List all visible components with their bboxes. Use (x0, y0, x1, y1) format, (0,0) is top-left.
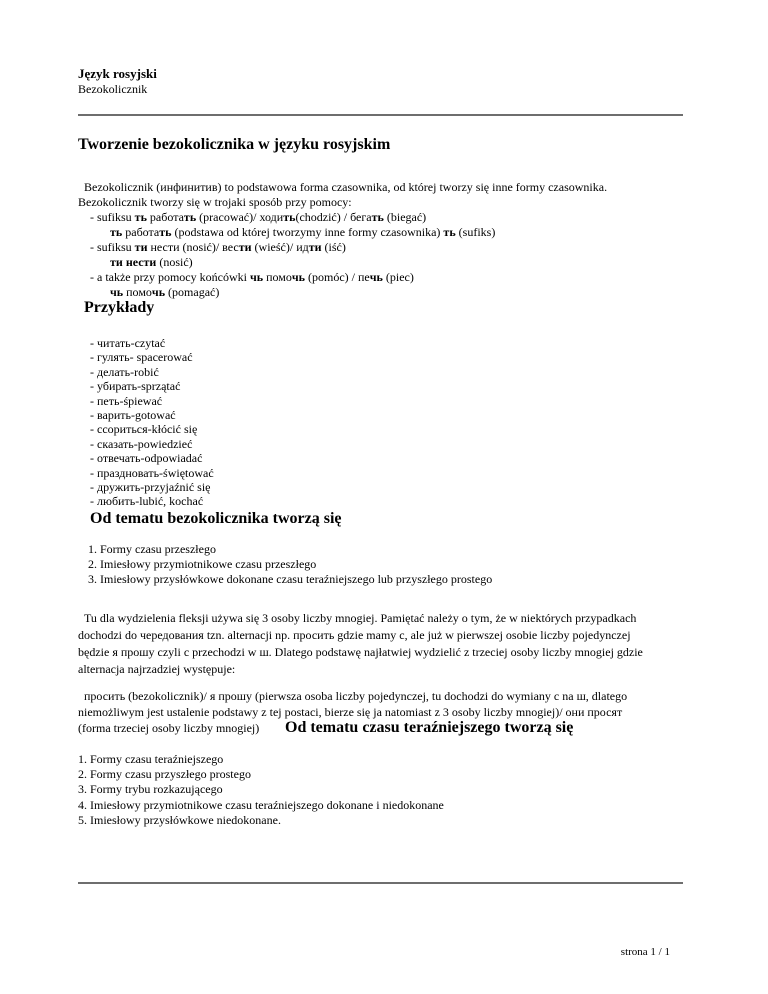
list-item: 4. Imiesłowy przymiotnikowe czasu teraźniejszego dokonane i niedokonane (78, 797, 444, 812)
list-item: - любить-lubić, kochać (90, 494, 204, 509)
example-paragraph-line: (forma trzeciej osoby liczby mnogiej) (78, 721, 260, 735)
paragraph-line: alternacja najrzadziej występuje: (78, 662, 236, 676)
list-item: - праздновать-świętować (90, 465, 214, 480)
infinitive-stem-list (88, 542, 492, 588)
intro-line-2: Bezokolicznik tworzy się w trojaki sposób przy pomocy: (78, 195, 352, 209)
paragraph-line: Tu dla wydzielenia fleksji używa się 3 osoby liczby mnogiej. Pamiętać należy o tym, że w niektórych przypadkach (84, 611, 637, 625)
section-title-formation: Tworzenie bezokolicznika w języku rosyjskim (78, 136, 391, 153)
examples-list (90, 336, 214, 509)
example-paragraph-line: просить (bezokolicznik)/ я прошу (pierwsza osoba liczby pojedynczej, tu dochodzi do wymiany с na ш, dlatego (84, 689, 628, 703)
example-paragraph-line: niemożliwym jest ustalenie podstawy z tej postaci, bierze się ja natomiast z 3 osoby liczby mnogiej)/ они просят (78, 705, 623, 719)
section-title-present-stem: Od tematu czasu teraźniejszego tworzą się (285, 719, 574, 736)
section-title-examples: Przykłady (84, 299, 155, 316)
list-item: - отвечать-odpowiadać (90, 451, 203, 466)
list-item: 2. Imiesłowy przymiotnikowe czasu przeszłego (88, 557, 317, 572)
intro-line-1: Bezokolicznik (инфинитив) to podstawowa forma czasownika, od której tworzy się inne formy czasownika. (84, 180, 608, 194)
rule-sufiks-t: - sufiksu ть работать (pracować)/ ходить(chodzić) / бегать (biegać) (90, 210, 427, 224)
list-item: - петь-śpiewać (90, 393, 163, 408)
list-item: 3. Imiesłowy przysłówkowe dokonane czasu teraźniejszego lub przyszłego prostego (88, 572, 493, 587)
paragraph-line: dochodzi do чередования tzn. alternacji np. просить gdzie mamy с, ale już w pierwszej osobie liczby pojedynczej (78, 628, 631, 642)
rule-sufiks-ti: - sufiksu ти нести (nosić)/ вести (wieść)/ идти (iść) (90, 240, 346, 254)
header-divider (78, 114, 683, 116)
list-item: - сказать-powiedzieć (90, 436, 193, 451)
rule-sufiks-ti-note: ти нести (nosić) (110, 255, 193, 269)
paragraph-line: będzie я прошу czyli с przechodzi w ш. Dlatego podstawę najłatwiej wydzielić z trzeciej osoby liczby mnogiej gdzie (78, 645, 643, 659)
list-item: 1. Formy czasu przeszłego (88, 542, 216, 556)
list-item: 2. Formy czasu przyszłego prostego (78, 767, 251, 782)
list-item: - ссориться-kłócić się (90, 422, 198, 437)
list-item: - дружить-przyjaźnić się (90, 480, 211, 495)
list-item: - варить-gotować (90, 408, 176, 423)
document-subtitle: Bezokolicznik (78, 82, 148, 96)
list-item: - делать-robić (90, 364, 159, 379)
rule-ending-ch: - a także przy pomocy końcówki чь помочь (pomóc) / печь (piec) (90, 270, 414, 284)
rule-sufiks-t-note: ть работать (podstawa od której tworzymy inne formy czasownika) ть (sufiks) (110, 225, 496, 239)
rule-ending-ch-note: чь помочь (pomagać) (110, 285, 220, 299)
list-item: 1. Formy czasu teraźniejszego (78, 752, 224, 766)
list-item: 5. Imiesłowy przysłówkowe niedokonane. (78, 812, 281, 827)
list-item: 3. Formy trybu rozkazującego (78, 782, 223, 797)
footer-divider (78, 882, 683, 884)
section-title-infinitive-stem: Od tematu bezokolicznika tworzą się (90, 510, 342, 527)
list-item: - читать-czytać (90, 336, 166, 350)
list-item: - гулять- spacerować (90, 350, 193, 365)
page-number: strona 1 / 1 (620, 946, 670, 958)
list-item: - убирать-sprzątać (90, 379, 181, 394)
document-title: Język rosyjski (78, 66, 157, 81)
present-stem-list (78, 752, 444, 828)
